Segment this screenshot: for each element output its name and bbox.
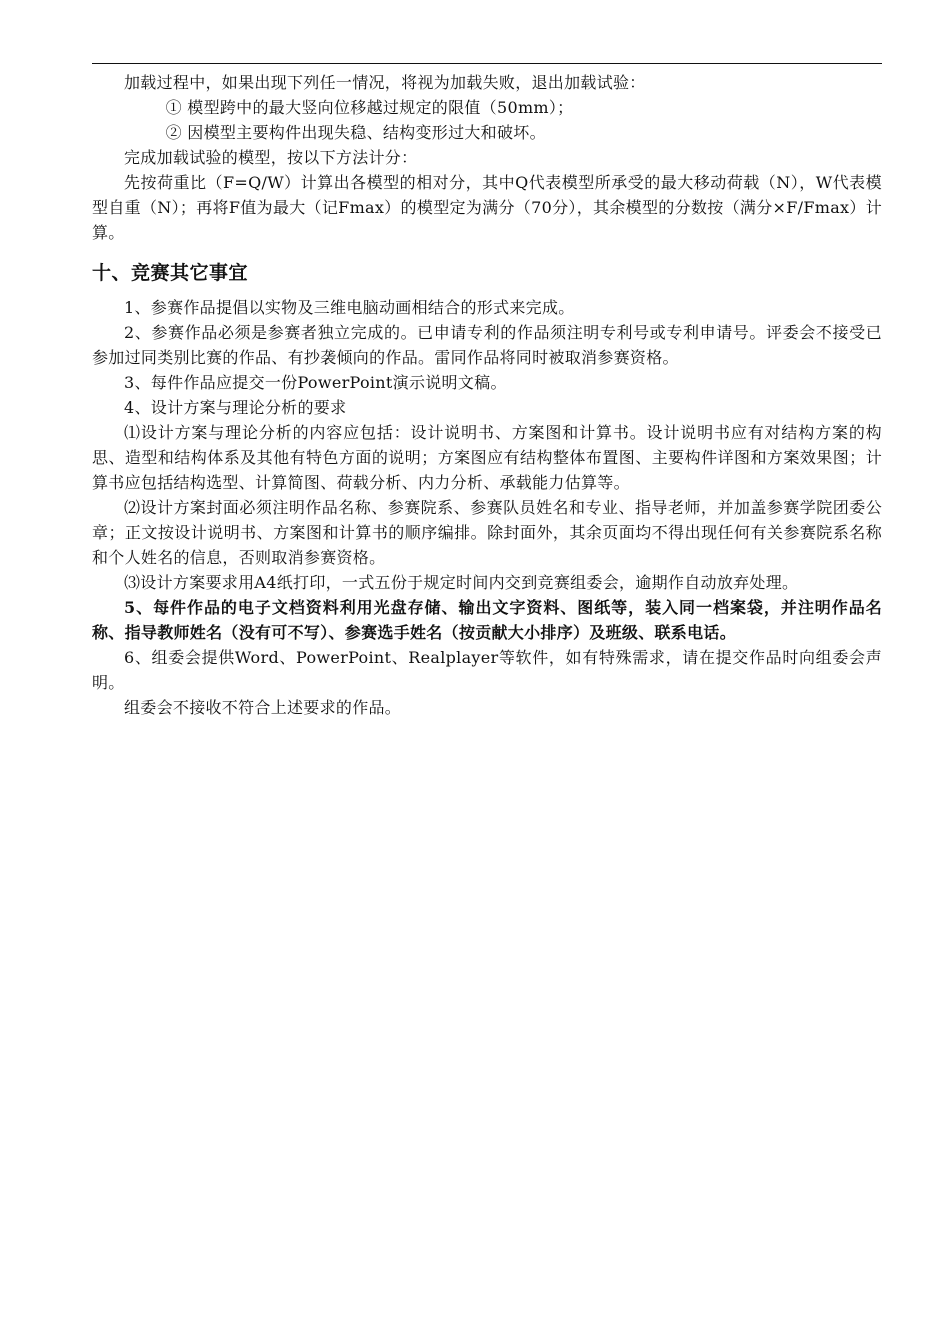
paragraph-item-5: 5、每件作品的电子文档资料利用光盘存储、输出文字资料、图纸等，装入同一档案袋，并注明作品名称、指导教师姓名（没有可不写）、参赛选手姓名（按贡献大小排序）及班级、联系电话。 xyxy=(92,598,882,642)
paragraph-failure-item-2: ② 因模型主要构件出现失稳、结构变形过大和破坏。 xyxy=(165,123,546,142)
paragraph-item-4-3: ⑶设计方案要求用A4纸打印，一式五份于规定时间内交到竞赛组委会，逾期作自动放弃处理。 xyxy=(124,573,799,592)
paragraph-item-4-1: ⑴设计方案与理论分析的内容应包括：设计说明书、方案图和计算书。设计说明书应有对结构方案的构思、造型和结构体系及其他有特色方面的说明；方案图应有结构整体布置图、主要构件详图和方案效果图；计算书应包括结构选型、计算简图、荷载分析、内力分析、承载能力估算等。 xyxy=(92,423,882,492)
section-heading-other-matters: 十、竞赛其它事宜 xyxy=(92,262,249,284)
paragraph-item-2: 2、参赛作品必须是参赛者独立完成的。已申请专利的作品须注明专利号或专利申请号。评委会不接受已参加过同类别比赛的作品、有抄袭倾向的作品。雷同作品将同时被取消参赛资格。 xyxy=(92,323,882,367)
paragraph-item-4: 4、设计方案与理论分析的要求 xyxy=(124,398,347,417)
document-body xyxy=(92,70,882,720)
paragraph-item-1: 1、参赛作品提倡以实物及三维电脑动画相结合的形式来完成。 xyxy=(124,298,575,317)
paragraph-scoring-intro: 完成加载试验的模型，按以下方法计分： xyxy=(124,148,418,167)
paragraph-item-6: 6、组委会提供Word、PowerPoint、Realplayer等软件，如有特殊需求，请在提交作品时向组委会声明。 xyxy=(92,648,882,692)
paragraph-load-failure-intro: 加载过程中，如果出现下列任一情况，将视为加载失败，退出加载试验： xyxy=(124,73,646,92)
paragraph-scoring-method: 先按荷重比（F=Q/W）计算出各模型的相对分，其中Q代表模型所承受的最大移动荷载（N），W代表模型自重（N）；再将F值为最大（记Fmax）的模型定为满分（70分），其余模型的分数按（满分×F/Fmax）计算。 xyxy=(92,173,882,242)
paragraph-failure-item-1: ① 模型跨中的最大竖向位移越过规定的限值（50mm）； xyxy=(165,98,574,117)
paragraph-closing-note: 组委会不接收不符合上述要求的作品。 xyxy=(124,698,402,717)
paragraph-item-3: 3、每件作品应提交一份PowerPoint演示说明文稿。 xyxy=(124,373,507,392)
header-rule xyxy=(92,63,882,64)
paragraph-item-4-2: ⑵设计方案封面必须注明作品名称、参赛院系、参赛队员姓名和专业、指导老师，并加盖参赛学院团委公章；正文按设计说明书、方案图和计算书的顺序编排。除封面外，其余页面均不得出现任何有关参赛院系名称和个人姓名的信息，否则取消参赛资格。 xyxy=(92,498,882,567)
